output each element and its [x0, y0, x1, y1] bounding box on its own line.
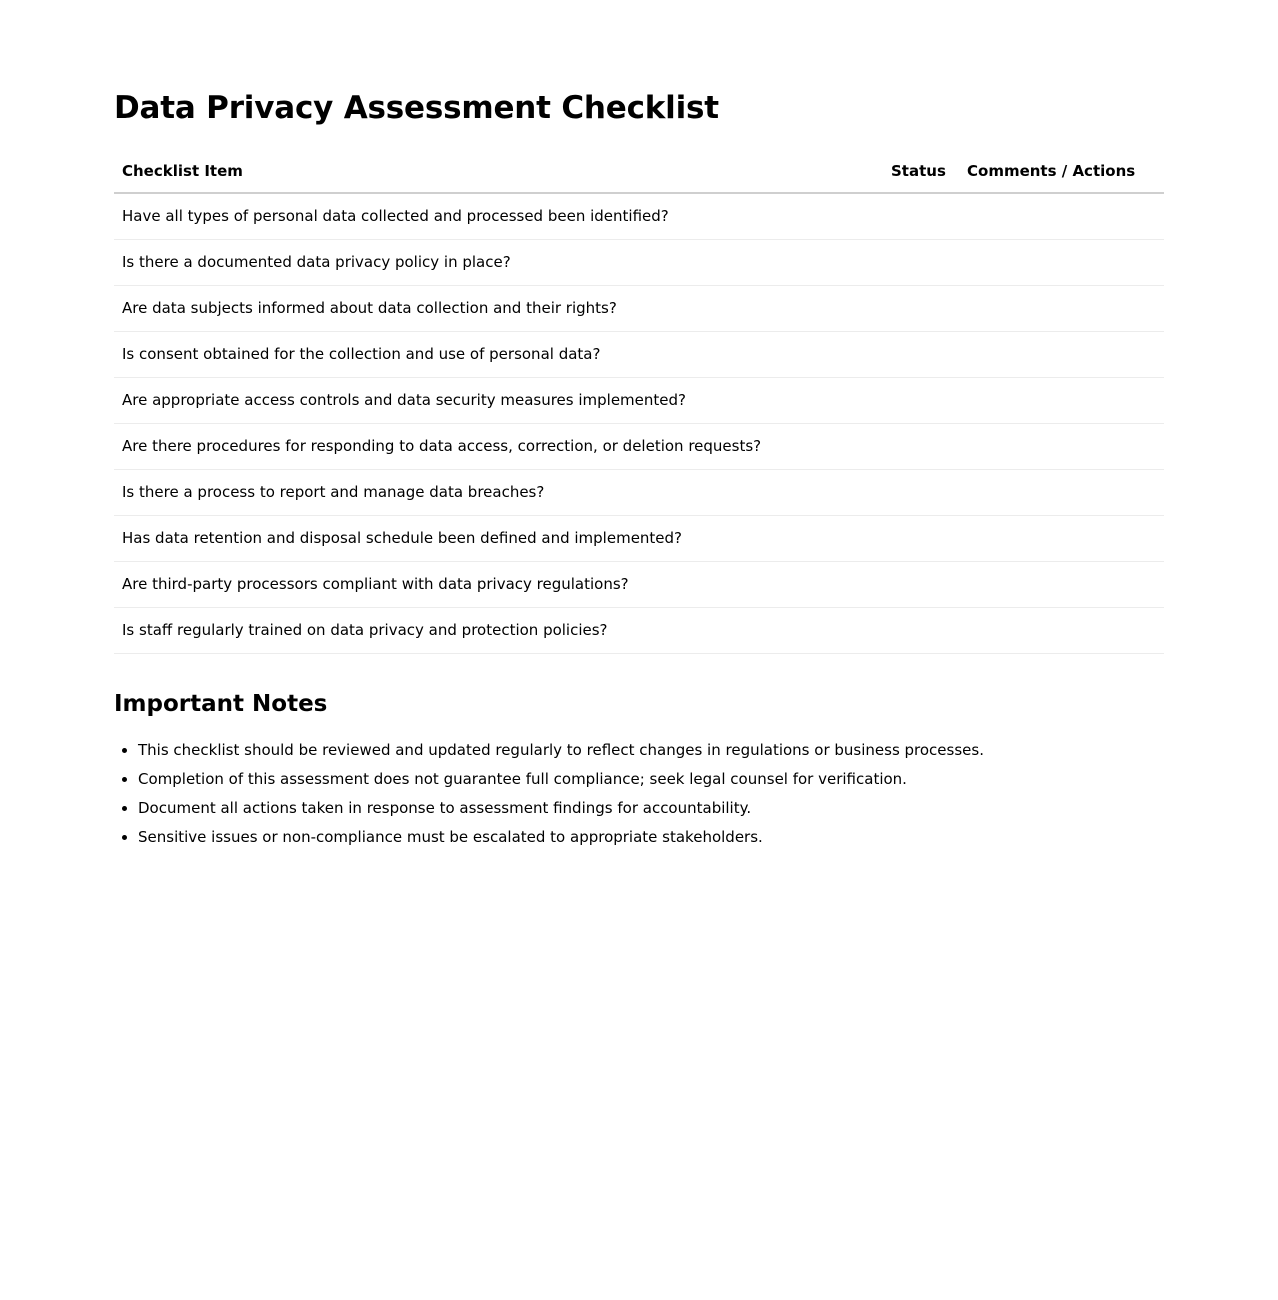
comments-cell: [959, 423, 1164, 469]
comments-cell: [959, 515, 1164, 561]
status-cell: [883, 377, 959, 423]
checklist-item-cell: Are third-party processors compliant with data privacy regulations?: [114, 561, 883, 607]
table-row: [114, 561, 1164, 607]
comments-cell: [959, 239, 1164, 285]
checklist-item-cell: Are appropriate access controls and data security measures implemented?: [114, 377, 883, 423]
table-row: [114, 377, 1164, 423]
status-cell: [883, 285, 959, 331]
list-item: • Completion of this assessment does not guarantee full compliance; seek legal counsel for verification.: [138, 765, 1164, 794]
status-cell: [883, 561, 959, 607]
status-cell: [883, 515, 959, 561]
table-row: [114, 607, 1164, 653]
comments-cell: [959, 561, 1164, 607]
comments-cell: [959, 469, 1164, 515]
table-row: [114, 193, 1164, 239]
notes-list: [114, 736, 1164, 852]
column-header-item: Checklist Item: [114, 150, 883, 193]
status-cell: [883, 193, 959, 239]
checklist-item-cell: Is consent obtained for the collection and use of personal data?: [114, 331, 883, 377]
checklist-item-cell: Has data retention and disposal schedule been defined and implemented?: [114, 515, 883, 561]
column-header-comments: Comments / Actions: [959, 150, 1164, 193]
comments-cell: [959, 285, 1164, 331]
table-row: [114, 469, 1164, 515]
comments-cell: [959, 377, 1164, 423]
table-row: [114, 515, 1164, 561]
checklist-item-cell: Is there a documented data privacy policy in place?: [114, 239, 883, 285]
comments-cell: [959, 607, 1164, 653]
status-cell: [883, 469, 959, 515]
table-row: [114, 239, 1164, 285]
table-row: [114, 285, 1164, 331]
comments-cell: [959, 193, 1164, 239]
list-item: • This checklist should be reviewed and updated regularly to reflect changes in regulations or business processes.: [138, 736, 1164, 765]
checklist-item-cell: Are data subjects informed about data collection and their rights?: [114, 285, 883, 331]
table-header-row: [114, 150, 1164, 193]
checklist-item-cell: Are there procedures for responding to data access, correction, or deletion requests?: [114, 423, 883, 469]
page-title: Data Privacy Assessment Checklist: [114, 90, 719, 126]
checklist-item-cell: Is there a process to report and manage data breaches?: [114, 469, 883, 515]
status-cell: [883, 239, 959, 285]
list-item: • Sensitive issues or non-compliance must be escalated to appropriate stakeholders.: [138, 823, 1164, 852]
checklist-table: [114, 150, 1164, 654]
comments-cell: [959, 331, 1164, 377]
list-item: • Document all actions taken in response to assessment findings for accountability.: [138, 794, 1164, 823]
table-row: [114, 423, 1164, 469]
checklist-item-cell: Have all types of personal data collected and processed been identified?: [114, 193, 883, 239]
checklist-item-cell: Is staff regularly trained on data privacy and protection policies?: [114, 607, 883, 653]
status-cell: [883, 607, 959, 653]
column-header-status: Status: [883, 150, 959, 193]
notes-heading: Important Notes: [114, 691, 328, 717]
status-cell: [883, 331, 959, 377]
table-row: [114, 331, 1164, 377]
status-cell: [883, 423, 959, 469]
